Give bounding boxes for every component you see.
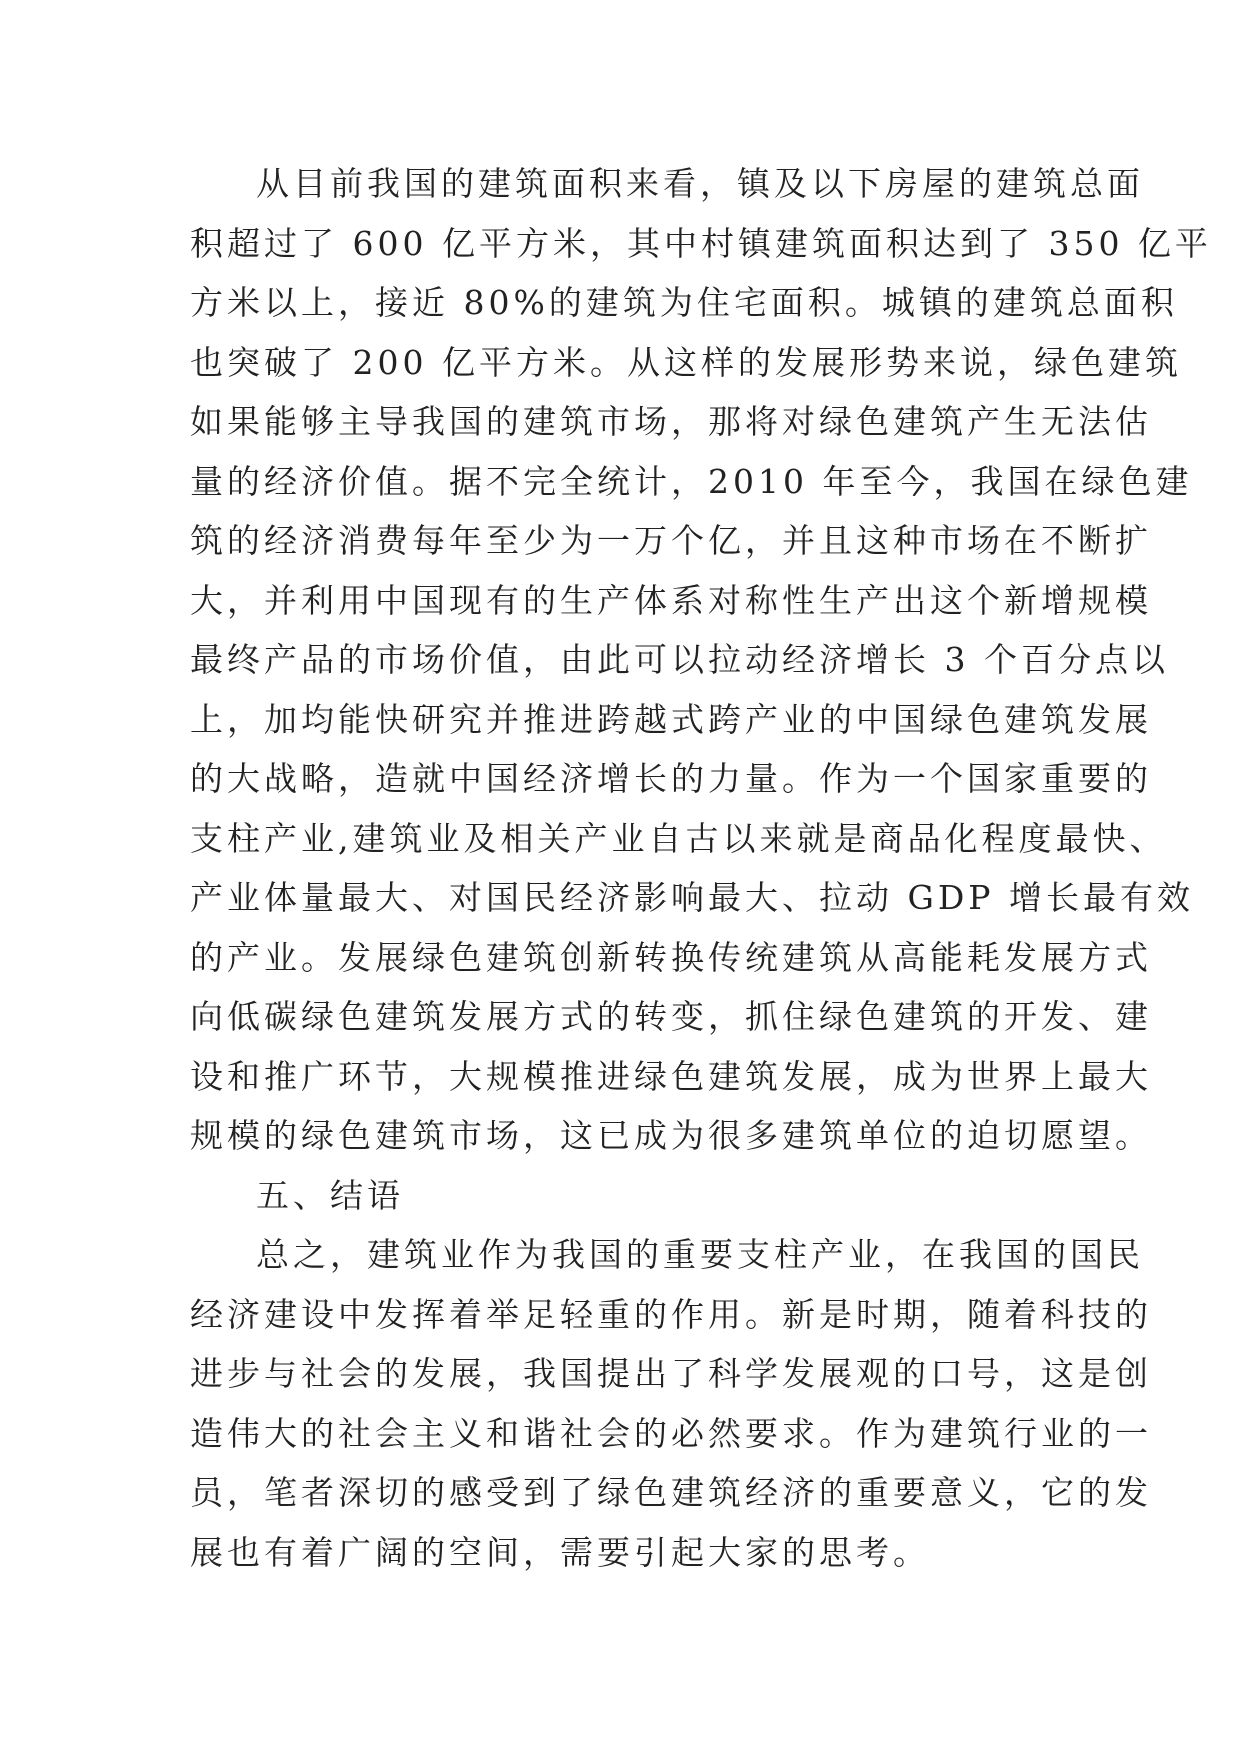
paragraph-line: 方米以上，接近 80%的建筑为住宅面积。城镇的建筑总面积	[190, 283, 1178, 322]
paragraph-line: 也突破了 200 亿平方米。从这样的发展形势来说，绿色建筑	[190, 342, 1182, 382]
paragraph-line: 的大战略，造就中国经济增长的力量。作为一个国家重要的	[190, 759, 1152, 798]
paragraph-line: 的产业。发展绿色建筑创新转换传统建筑从高能耗发展方式	[190, 937, 1152, 977]
paragraph-line: 进步与社会的发展，我国提出了科学发展观的口号，这是创	[190, 1354, 1152, 1393]
paragraph-line: 最终产品的市场价值，由此可以拉动经济增长 3 个百分点以	[190, 640, 1169, 679]
paragraph-line: 经济建设中发挥着举足轻重的作用。新是时期，随着科技的	[190, 1294, 1152, 1334]
section-heading: 五、结语	[256, 1175, 404, 1215]
paragraph-line: 如果能够主导我国的建筑市场，那将对绿色建筑产生无法估	[190, 402, 1152, 441]
paragraph-line: 向低碳绿色建筑发展方式的转变，抓住绿色建筑的开发、建	[190, 997, 1152, 1036]
paragraph-line: 规模的绿色建筑市场，这已成为很多建筑单位的迫切愿望。	[190, 1116, 1152, 1155]
paragraph-line: 员，笔者深切的感受到了绿色建筑经济的重要意义，它的发	[190, 1473, 1152, 1512]
paragraph-line: 产业体量最大、对国民经济影响最大、拉动 GDP 增长最有效	[190, 878, 1195, 917]
paragraph-line: 设和推广环节，大规模推进绿色建筑发展，成为世界上最大	[190, 1056, 1152, 1096]
paragraph-conclusion	[190, 1225, 1152, 1582]
paragraph-line: 筑的经济消费每年至少为一万个亿，并且这种市场在不断扩	[190, 521, 1152, 560]
paragraph-line: 支柱产业,建筑业及相关产业自古以来就是商品化程度最快、	[190, 818, 1167, 858]
paragraph-line: 从目前我国的建筑面积来看，镇及以下房屋的建筑总面	[256, 164, 1144, 203]
paragraph-line: 造伟大的社会主义和谐社会的必然要求。作为建筑行业的一	[190, 1413, 1152, 1453]
paragraph-line: 总之，建筑业作为我国的重要支柱产业，在我国的国民	[256, 1235, 1144, 1274]
paragraph-line: 上，加均能快研究并推进跨越式跨产业的中国绿色建筑发展	[190, 699, 1152, 739]
paragraph-line: 量的经济价值。据不完全统计，2010 年至今，我国在绿色建	[190, 461, 1193, 501]
paragraph-green-building-market	[190, 154, 1212, 1166]
paragraph-line: 积超过了 600 亿平方米，其中村镇建筑面积达到了 350 亿平	[190, 223, 1212, 263]
paragraph-line: 展也有着广阔的空间，需要引起大家的思考。	[190, 1532, 930, 1572]
paragraph-line: 大，并利用中国现有的生产体系对称性生产出这个新增规模	[190, 580, 1152, 620]
document-body	[190, 154, 1212, 1582]
